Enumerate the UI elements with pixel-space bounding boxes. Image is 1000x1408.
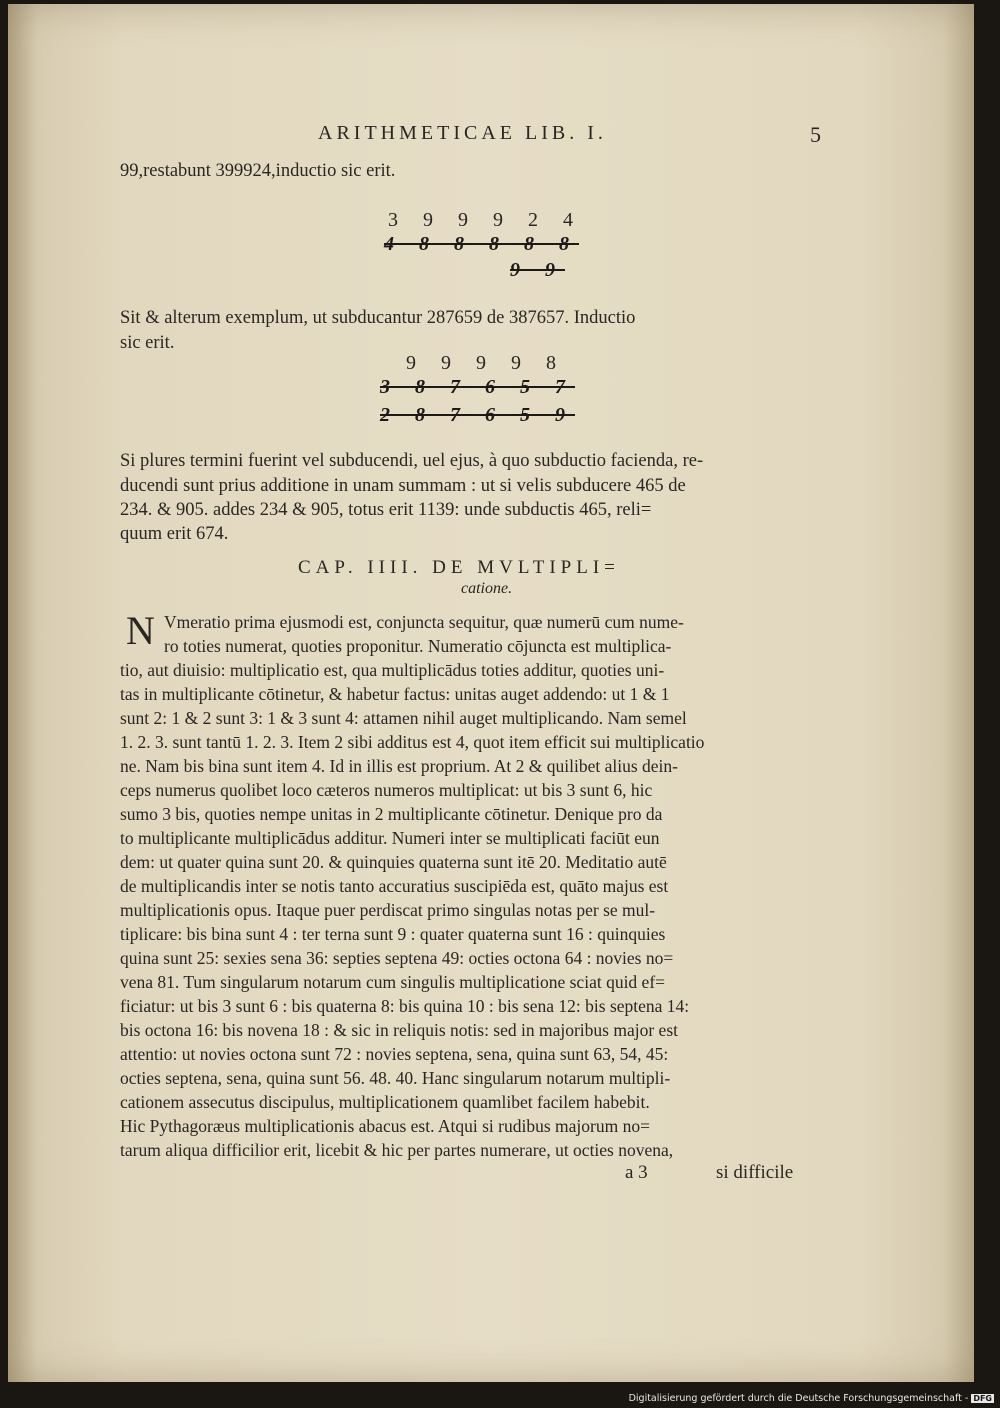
text-line: 234. & 905. addes 234 & 905, totus erit 1139: unde subductis 465, reli=	[120, 500, 652, 520]
dfg-logo-icon: DFG	[973, 1394, 992, 1403]
digitization-credit	[629, 1393, 994, 1404]
text-line: ducendi sunt prius additione in unam summam : ut si velis subducere 465 de	[120, 476, 686, 496]
chapter-title: CAP. IIII. DE MVLTIPLI=	[298, 557, 620, 578]
text-line: Sit & alterum exemplum, ut subducantur 287659 de 387657. Inductio	[120, 308, 636, 328]
text-line: quum erit 674.	[120, 524, 229, 544]
drop-cap: N	[126, 608, 155, 653]
body-line: dem: ut quater quina sunt 20. & quinquies quaterna sunt itē 20. Meditatio autē	[120, 852, 667, 872]
example1-crossed-row1: 4 8 8 8 8 8	[384, 233, 579, 255]
body-line: vena 81. Tum singularum notarum cum singulis multiplicatione sciat quid ef=	[120, 972, 666, 992]
body-line: tarum aliqua difficilior erit, licebit & hic per partes numerare, ut octies novena,	[120, 1140, 674, 1160]
example2-crossed-row1: 3 8 7 6 5 7	[380, 376, 575, 398]
body-line: ceps numerus quolibet loco cæteros numeros multiplicat: ut bis 3 sunt 6, hic	[120, 780, 653, 800]
example2-crossed-row2: 2 8 7 6 5 9	[380, 404, 575, 426]
body-line: to multiplicante multiplicādus additur. Numeri inter se multiplicati faciūt eun	[120, 828, 660, 848]
body-line: tiplicare: bis bina sunt 4 : ter terna sunt 9 : quater quaterna sunt 16 : quinquies	[120, 924, 666, 944]
body-line: Hic Pythagoræus multiplicationis abacus est. Atqui si rudibus majorum no=	[120, 1116, 650, 1136]
body-line: Vmeratio prima ejusmodi est, conjuncta sequitur, quæ numerū cum nume-	[164, 612, 684, 632]
body-line: attentio: ut novies octona sunt 72 : novies septena, sena, quina sunt 63, 54, 45:	[120, 1044, 669, 1064]
body-line: de multiplicandis inter se notis tanto accuratius suscipiēda est, quāto majus est	[120, 876, 669, 896]
example1-crossed-row2: 9 9	[510, 259, 565, 281]
body-line: bis octona 16: bis novena 18 : & sic in reliquis notis: sed in majoribus major est	[120, 1020, 678, 1040]
chapter-subtitle: catione.	[461, 580, 513, 597]
body-line: sumo 3 bis, quoties nempe unitas in 2 multiplicante cōtinetur. Denique pro da	[120, 804, 663, 824]
signature-mark: a 3	[625, 1162, 648, 1183]
text-line: sic erit.	[120, 333, 175, 353]
body-line: tas in multiplicante cōtinetur, & habetur factus: unitas auget addendo: ut 1 & 1	[120, 684, 670, 704]
scanned-page	[8, 4, 974, 1382]
body-line: 1. 2. 3. sunt tantū 1. 2. 3. Item 2 sibi additus est 4, quot item efficit sui multiplicatio	[120, 732, 705, 752]
text-line: Si plures termini fuerint vel subducendi, uel ejus, à quo subductio facienda, re-	[120, 451, 704, 471]
body-line: octies septena, sena, quina sunt 56. 48. 40. Hanc singularum notarum multipli-	[120, 1068, 671, 1088]
body-line: cationem assecutus discipulus, multiplicationem quamlibet facilem habebit.	[120, 1092, 650, 1112]
page-number: 5	[810, 122, 821, 147]
body-line: ro toties numerat, quoties proponitur. Numeratio cōjuncta est multiplica-	[164, 636, 672, 656]
running-head: ARITHMETICAE LIB. I.	[318, 122, 607, 144]
body-line: quina sunt 25: sexies sena 36: septies septena 49: octies octona 64 : novies no=	[120, 948, 674, 968]
body-line: sunt 2: 1 & 2 sunt 3: 1 & 3 sunt 4: attamen nihil auget multiplicando. Nam semel	[120, 708, 687, 728]
body-line: tio, aut diuisio: multiplicatio est, qua multiplicādus toties additur, quoties uni-	[120, 660, 665, 680]
credit-text: Digitalisierung gefördert durch die Deutsche Forschungsgemeinschaft -	[628, 1393, 969, 1404]
body-line: multiplicationis opus. Itaque puer perdiscat primo singulas notas per se mul-	[120, 900, 656, 920]
text-line: 99,restabunt 399924,inductio sic erit.	[120, 161, 396, 181]
body-line: ficiatur: ut bis 3 sunt 6 : bis quaterna 8: bis quina 10 : bis sena 12: bis septena 14:	[120, 996, 690, 1016]
example1-numbers: 3 9 9 9 2 4	[388, 209, 583, 231]
catchword: si difficile	[716, 1162, 794, 1183]
body-line: ne. Nam bis bina sunt item 4. Id in illis est proprium. At 2 & quilibet alius dein-	[120, 756, 679, 776]
example2-numbers: 9 9 9 9 8	[406, 352, 566, 374]
